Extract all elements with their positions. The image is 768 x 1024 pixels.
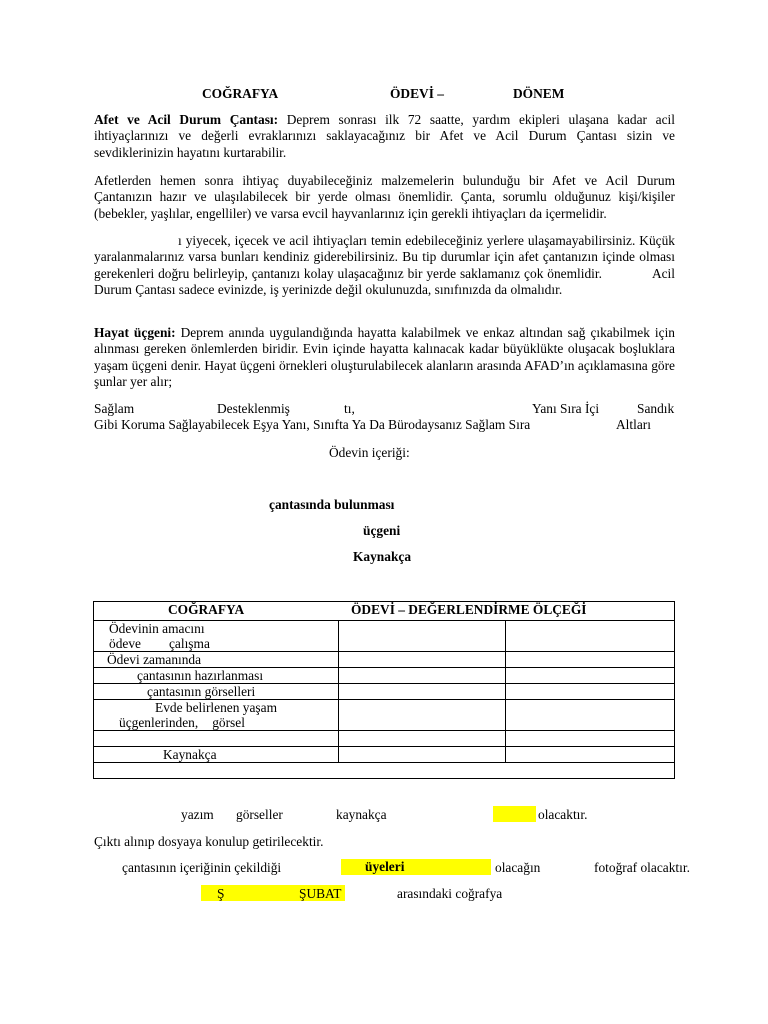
- table-cell-score: [339, 652, 506, 668]
- criterion-word: ödeve: [109, 636, 141, 651]
- table-cell-criterion: [94, 731, 339, 747]
- paragraph-text: Deprem sonrası ilk 72 saatte, yardım ekipleri ulaşana kadar acil ihtiyaçlarınızı ve değerli evraklarınızı saklayacağınız bir Afet ve Acil Durum Çantası sizin ve sevdiklerinizin hayatını kurtarabilir.: [94, 112, 675, 160]
- title-assignment: ÖDEVİ –: [390, 86, 444, 101]
- paragraph-life-triangle: [94, 325, 675, 391]
- table-header-right: ÖDEVİ – DEĞERLENDİRME ÖLÇEĞİ: [351, 602, 587, 617]
- criterion-line: [94, 636, 338, 651]
- list-word: Desteklenmiş: [217, 401, 290, 416]
- title-subject: COĞRAFYA: [202, 86, 279, 101]
- list-word: tı,: [344, 401, 355, 416]
- footer-word: olacaktır.: [538, 807, 588, 822]
- title-term: DÖNEM: [513, 86, 565, 101]
- table-cell-criterion: [94, 621, 339, 652]
- paragraph-text: Deprem anında uygulandığında hayatta kalabilmek ve enkaz altından sağ çıkabilmek için alınması gereken önlemlerden biridir. Evin içinde hayatta kalınacak kadar büyüklükte oluşacak boşluklara yaşam üçgeni denir. Hayat üçgeni örnekleri oluşturulabilecek alanların arasında AFAD’ın açıklamasına göre şunlar yer alır;: [94, 325, 675, 390]
- table-cell-score: [339, 668, 506, 684]
- table-cell-score: [339, 700, 506, 731]
- criterion-line: [94, 715, 338, 730]
- table-row: [94, 763, 675, 779]
- table-header: [94, 602, 675, 621]
- table-cell-criterion: Ödevi zamanında: [94, 652, 339, 668]
- contents-item: üçgeni: [363, 523, 401, 538]
- paragraph-label: Afet ve Acil Durum Çantası:: [94, 112, 279, 127]
- list-word: Sandık: [637, 401, 675, 416]
- table-row: [94, 652, 675, 668]
- footer-word: çantasının içeriğinin çekildiği: [122, 860, 282, 875]
- table-cell-criterion: çantasının hazırlanması: [94, 668, 339, 684]
- table-header-left: COĞRAFYA: [168, 602, 245, 617]
- footer-word: kaynakça: [336, 807, 387, 822]
- list-line-2: Gibi Koruma Sağlayabilecek Eşya Yanı, Sınıfta Ya Da Bürodaysanız Sağlam Sıra: [94, 417, 531, 432]
- table-cell-note: [506, 747, 675, 763]
- paragraph-bag-contents: [94, 233, 675, 299]
- criterion-word: görsel: [212, 715, 245, 730]
- paragraph-text: Acil Durum Çantası sadece evinizde, iş yerinizde değil okulunuzda, sınıfınızda da olmalıdır.: [94, 265, 675, 298]
- table-row: [94, 668, 675, 684]
- contents-heading: Ödevin içeriği:: [329, 445, 410, 460]
- footer-word: fotoğraf olacaktır.: [594, 860, 690, 875]
- paragraph-text: ı yiyecek, içecek ve acil ihtiyaçları temin edebileceğiniz yerlere ulaşamayabilirsiniz. Küçük yaralanmalarınız varsa bunları kendiniz giderebilirsiniz. Bu tip durumlar için afet çantanızın içinde olması gerekenleri doğru belirleyip, çantanızı kolay ulaşacağınız bir yerde saklamanız çok önemlidir.: [94, 233, 675, 281]
- table-cell-note: [506, 652, 675, 668]
- table-cell-note: [506, 668, 675, 684]
- table-row: [94, 747, 675, 763]
- table-cell-criterion: [94, 700, 339, 731]
- table-header-row: [94, 602, 675, 621]
- paragraph-label: Hayat üçgeni:: [94, 325, 176, 340]
- highlighted-word: üyeleri: [341, 859, 491, 875]
- list-word: Yanı Sıra İçi: [532, 401, 600, 416]
- footer-word: olacağın: [495, 860, 541, 875]
- table-cell-note: [506, 684, 675, 700]
- criterion-line: Evde belirlenen yaşam: [155, 700, 277, 715]
- contents-item: Kaynakça: [353, 549, 412, 564]
- table-cell-score: [339, 747, 506, 763]
- list-word: Altları: [616, 417, 651, 432]
- footer-word: yazım: [181, 807, 214, 822]
- criterion-word: çalışma: [168, 636, 210, 651]
- table-cell-note: [506, 700, 675, 731]
- paragraph-bag-importance: Afetlerden hemen sonra ihtiyaç duyabileceğiniz malzemelerin bulunduğu bir Afet ve Acil Durum Çantanızın hazır ve ulaşılabilecek bir yerde olması önemlidir. Çanta, sorumlu olduğunuz kişi/kişiler (bebekler, yaşlılar, engelliler) ve varsa evcil hayvanlarınız için gerekli ihtiyaçları da içermelidir.: [94, 173, 675, 221]
- table-row: [94, 731, 675, 747]
- table-cell-total: [94, 763, 675, 779]
- table-row: [94, 700, 675, 731]
- table-cell-note: [506, 621, 675, 652]
- evaluation-rubric-table: [93, 601, 675, 779]
- contents-item: çantasında bulunması: [269, 497, 395, 512]
- footer-word: görseller: [236, 807, 283, 822]
- list-word: Sağlam: [94, 401, 135, 416]
- highlight-mark: [493, 806, 536, 822]
- table-cell-score: [339, 621, 506, 652]
- table-row: [94, 621, 675, 652]
- paragraph-emergency-bag: [94, 112, 675, 161]
- criterion-word: üçgenlerinden,: [119, 715, 199, 730]
- table-cell-score: [339, 684, 506, 700]
- highlighted-word: Ş: [217, 886, 225, 901]
- table-cell-criterion: Kaynakça: [94, 747, 339, 763]
- footer-line: Çıktı alınıp dosyaya konulup getirilecektir.: [94, 834, 324, 849]
- table-row: [94, 684, 675, 700]
- table-cell-criterion: çantasının görselleri: [94, 684, 339, 700]
- highlighted-word: ŞUBAT: [299, 886, 342, 901]
- footer-word: arasındaki coğrafya: [397, 886, 503, 901]
- table-cell-note: [506, 731, 675, 747]
- criterion-line: Ödevinin amacını: [109, 621, 205, 636]
- table-cell-score: [339, 731, 506, 747]
